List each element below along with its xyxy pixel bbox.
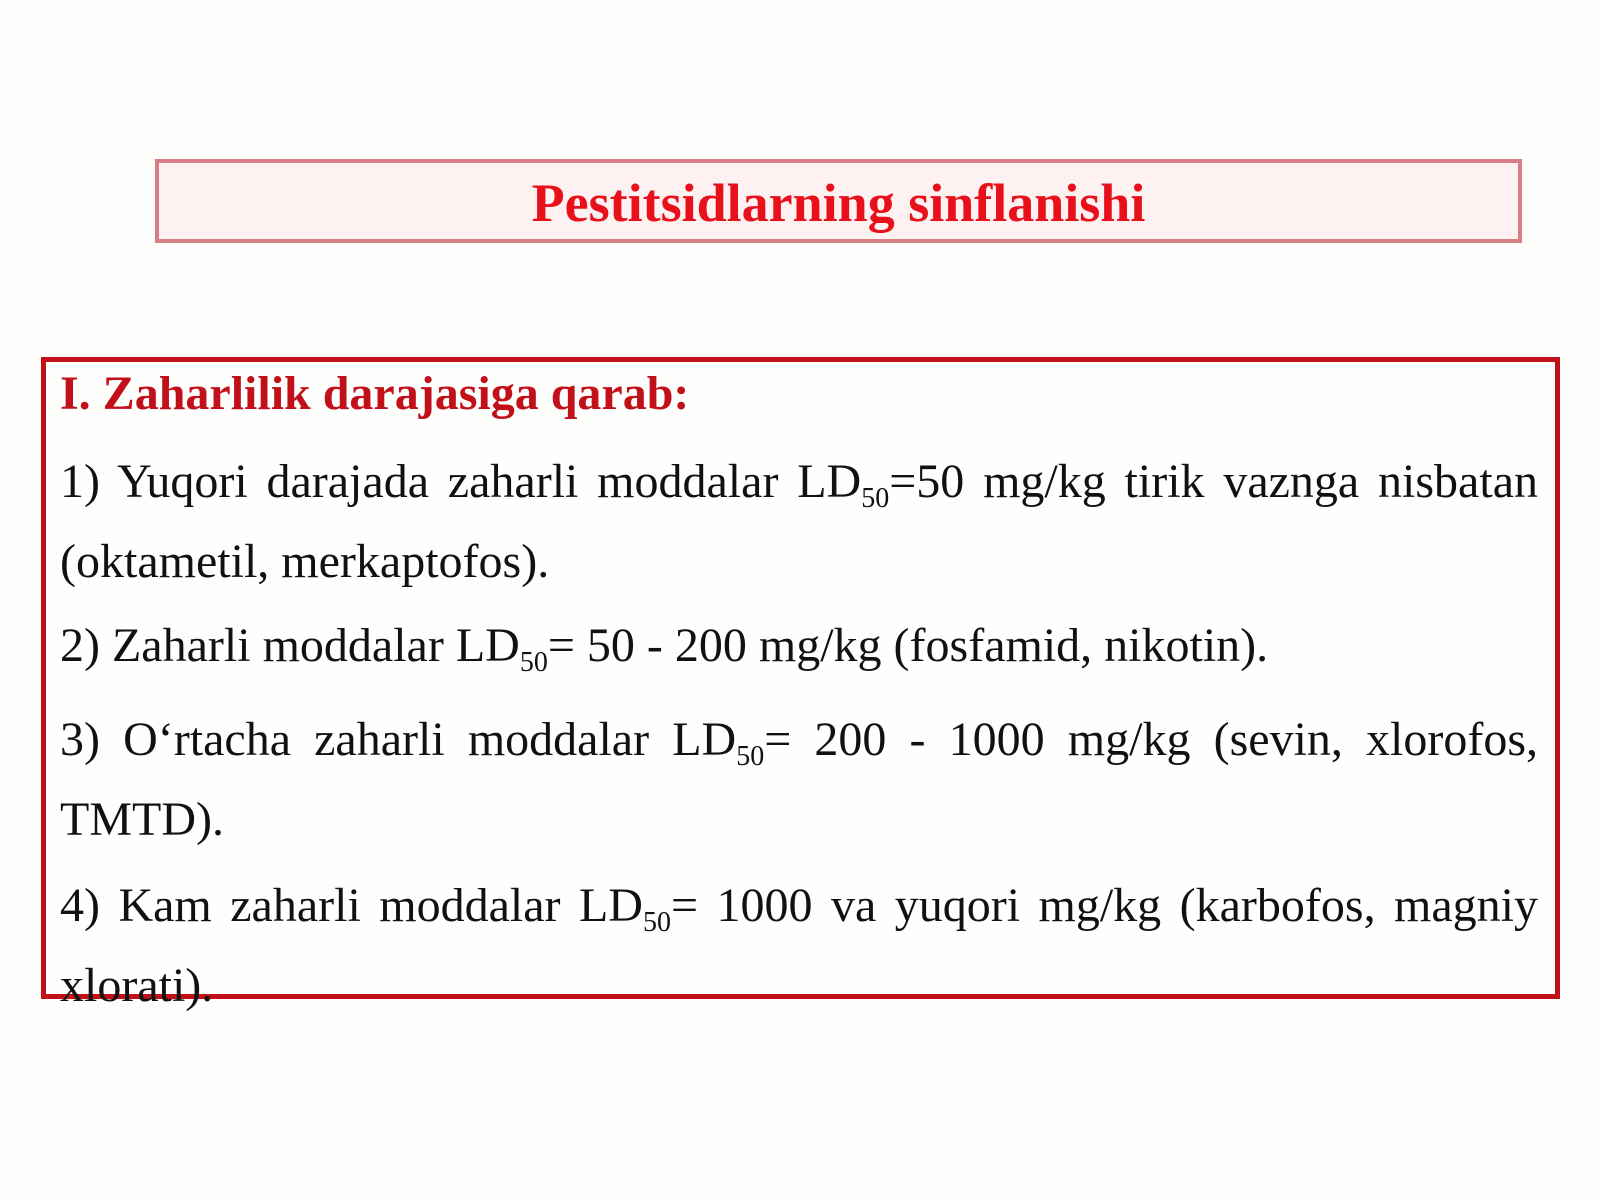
list-item-1 — [60, 442, 1538, 602]
list-item-2-rest: = 50 - 200 mg/kg (fosfamid, nikotin). — [547, 619, 1269, 672]
list-item-3-subscript: 50 — [736, 741, 765, 772]
list-item-1-subscript: 50 — [861, 483, 890, 514]
list-item-1-rest: =50 mg/kg tirik vaznga nisbatan (oktametil, merkaptofos). — [60, 455, 1538, 588]
list-item-4-subscript: 50 — [642, 907, 671, 938]
list-item-4-text: 4) Kam zaharli moddalar LD — [60, 879, 643, 932]
list-item-4-rest: = 1000 va yuqori mg/kg (karbofos, magniy xlorati). — [60, 879, 1538, 1012]
content-text — [60, 360, 1538, 1026]
list-item-2-subscript: 50 — [519, 647, 548, 678]
list-item-3-text: 3) O‘rtacha zaharli moddalar LD — [60, 713, 737, 766]
slide-title: Pestitsidlarning sinflanishi — [531, 173, 1146, 233]
list-item-4 — [60, 866, 1538, 1026]
title-box — [155, 159, 1522, 243]
list-item-3-rest: = 200 - 1000 mg/kg (sevin, xlorofos, TMTD). — [60, 713, 1539, 846]
list-item-1-text: 1) Yuqori darajada zaharli moddalar LD — [60, 455, 862, 508]
list-item-2 — [60, 606, 1538, 686]
list-item-2-text: 2) Zaharli moddalar LD — [60, 619, 520, 672]
list-item-3 — [60, 700, 1538, 860]
section-heading: I. Zaharlilik darajasiga qarab: — [60, 367, 690, 420]
